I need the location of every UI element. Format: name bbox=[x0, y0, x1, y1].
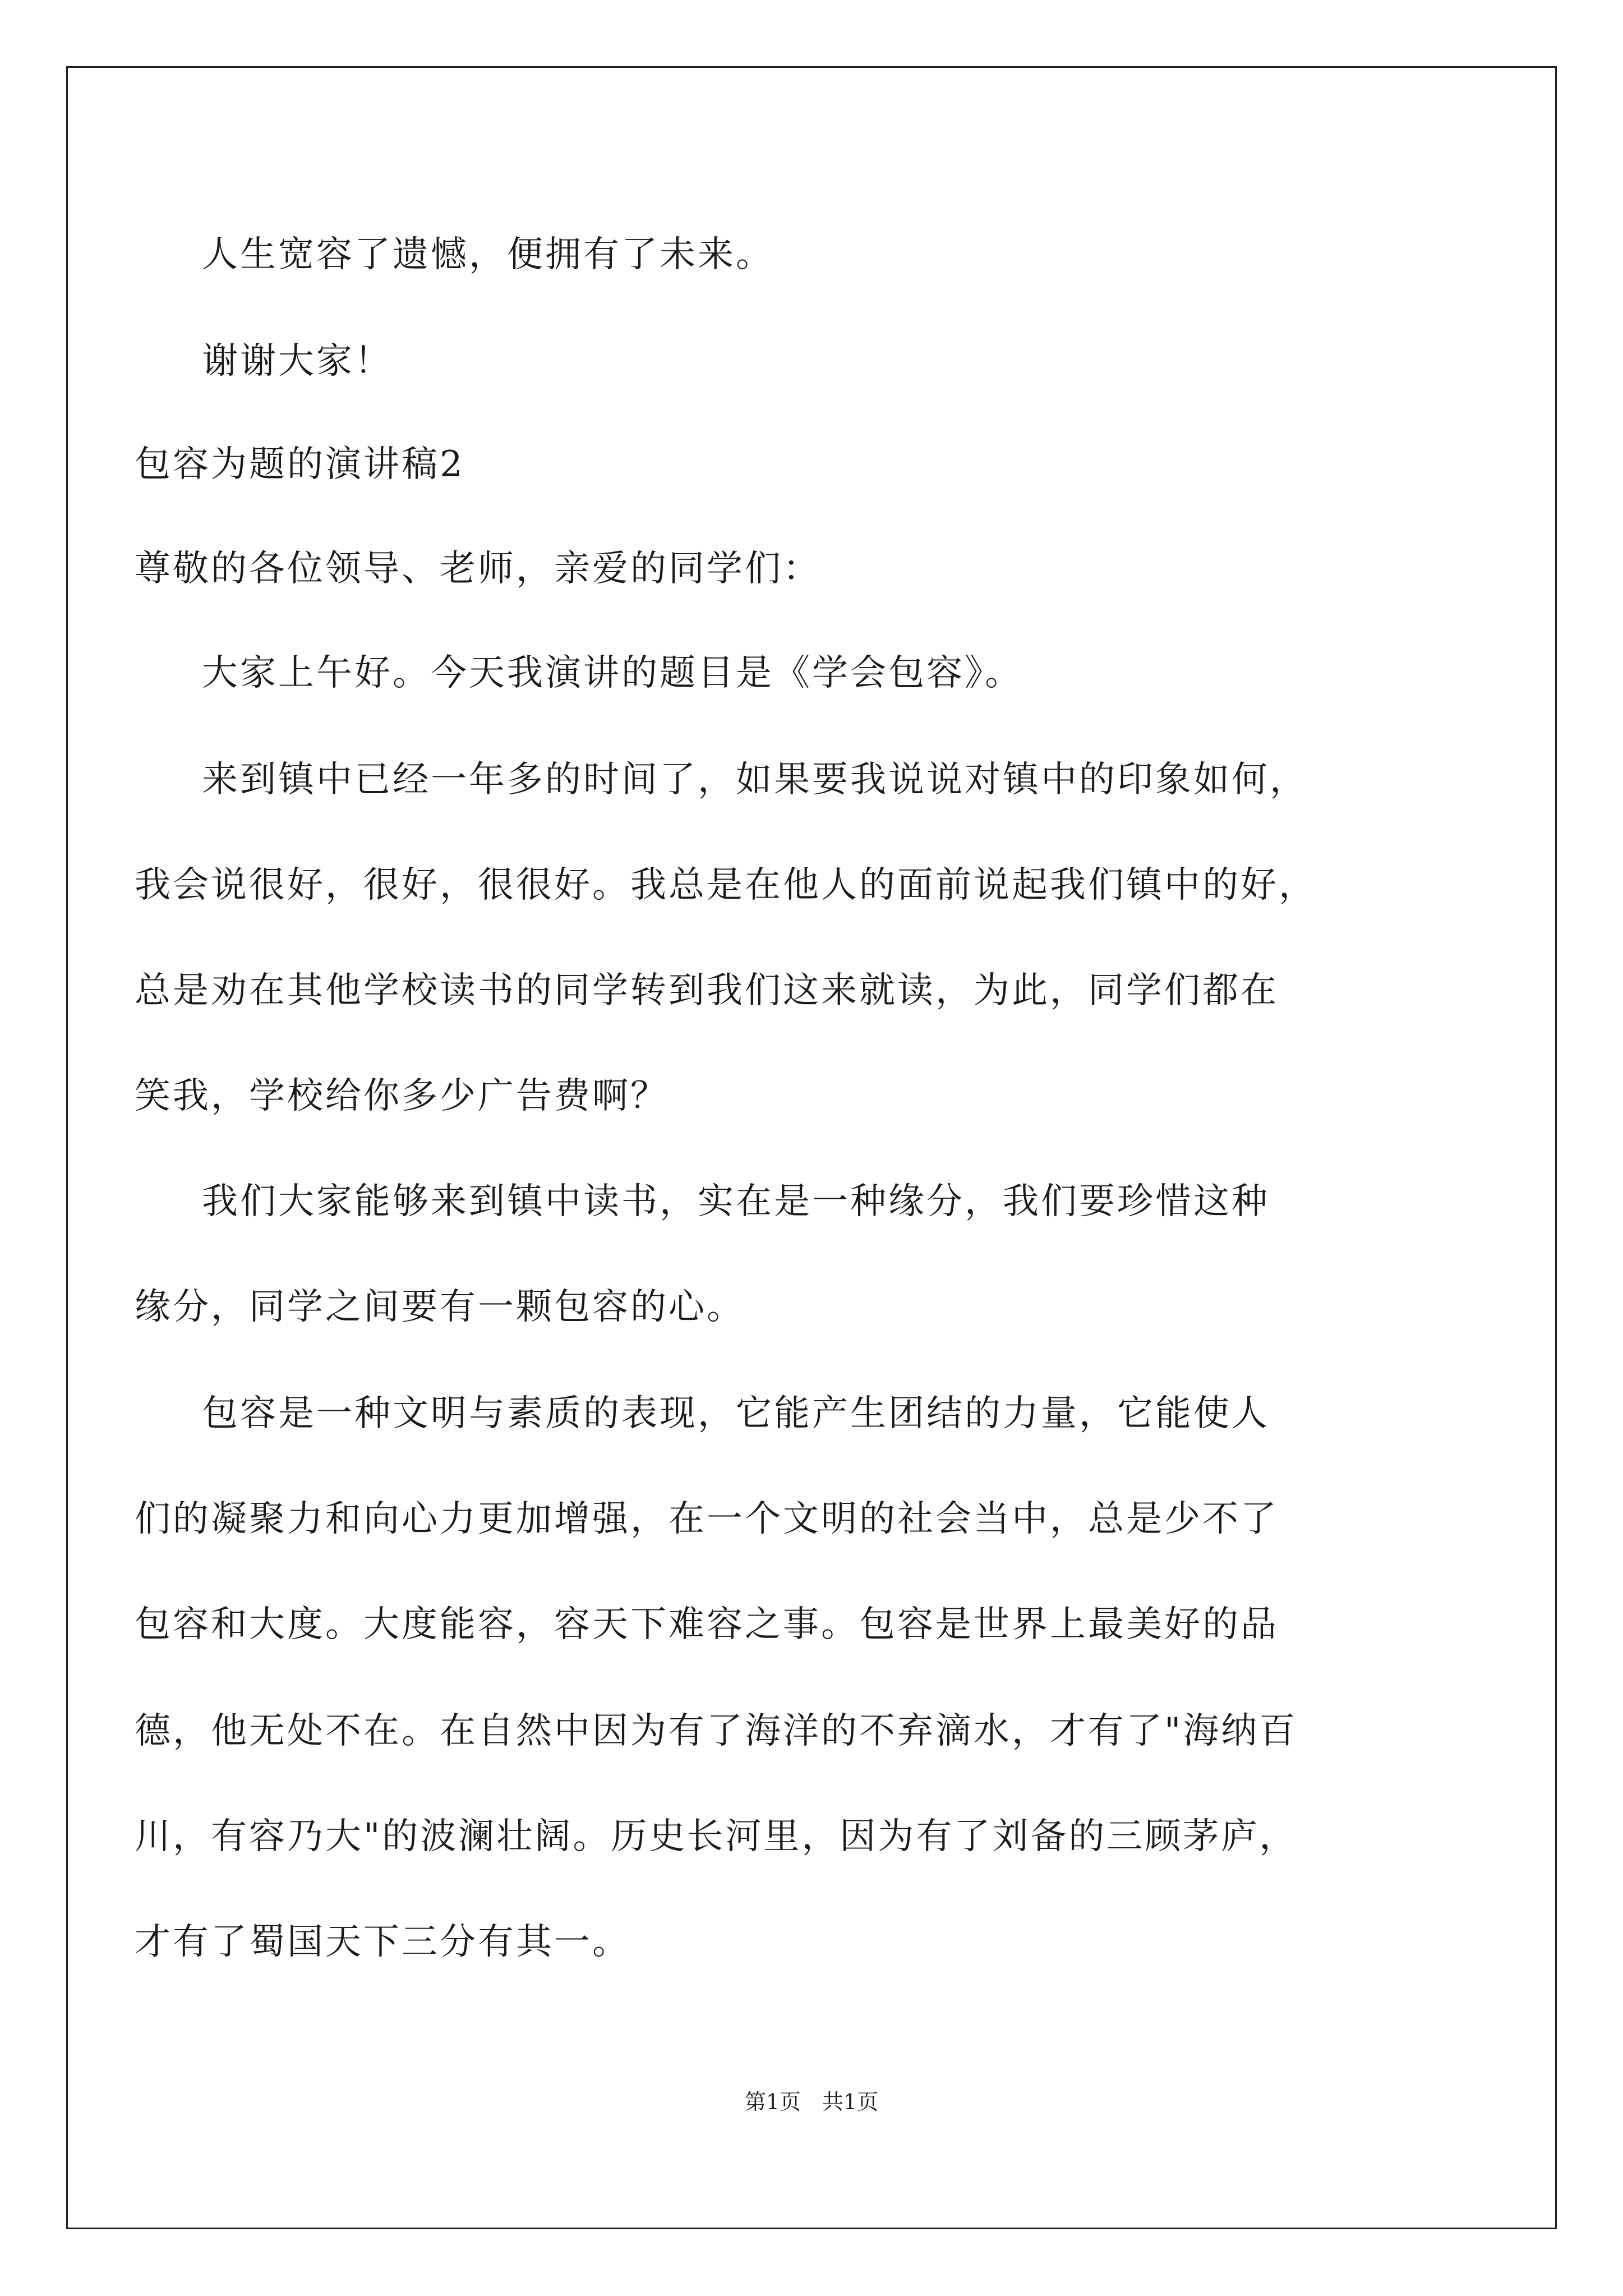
section-title: 包容为题的演讲稿2 bbox=[135, 444, 465, 485]
thanks-line: 谢谢大家！ bbox=[202, 341, 393, 382]
paragraph-line: 大家上午好。今天我演讲的题目是《学会包容》。 bbox=[202, 652, 1023, 694]
paragraph-line: 包容是一种文明与素质的表现，它能产生团结的力量，它能使人 bbox=[202, 1393, 1270, 1434]
paragraph-line: 我们大家能够来到镇中读书，实在是一种缘分，我们要珍惜这种 bbox=[202, 1181, 1270, 1222]
salutation: 尊敬的各位领导、老师，亲爱的同学们： bbox=[135, 548, 821, 590]
page-number-footer: 第1页 共1页 bbox=[744, 2090, 879, 2114]
paragraph-line: 来到镇中已经一年多的时间了，如果要我说说对镇中的印象如何， bbox=[202, 759, 1308, 800]
paragraph-line: 总是劝在其他学校读书的同学转到我们这来就读，为此，同学们都在 bbox=[135, 970, 1279, 1011]
page-frame bbox=[66, 66, 1557, 2229]
paragraph-line: 缘分，同学之间要有一颗包容的心。 bbox=[135, 1286, 745, 1328]
paragraph-line: 才有了蜀国天下三分有其一。 bbox=[135, 1921, 630, 1963]
paragraph-line: 们的凝聚力和向心力更加增强，在一个文明的社会当中，总是少不了 bbox=[135, 1498, 1279, 1540]
paragraph-line: 笑我，学校给你多少广告费啊？ bbox=[135, 1075, 668, 1117]
paragraph-line: 包容和大度。大度能容，容天下难容之事。包容是世界上最美好的品 bbox=[135, 1604, 1279, 1645]
paragraph-line: 我会说很好，很好，很很好。我总是在他人的面前说起我们镇中的好， bbox=[135, 864, 1317, 906]
paragraph-line: 川，有容乃大"的波澜壮阔。历史长河里，因为有了刘备的三顾茅庐， bbox=[135, 1816, 1298, 1857]
paragraph-line: 德，他无处不在。在自然中因为有了海洋的不弃滴水，才有了"海纳百 bbox=[135, 1710, 1298, 1752]
closing-sentence: 人生宽容了遗憾，便拥有了未来。 bbox=[202, 234, 774, 275]
